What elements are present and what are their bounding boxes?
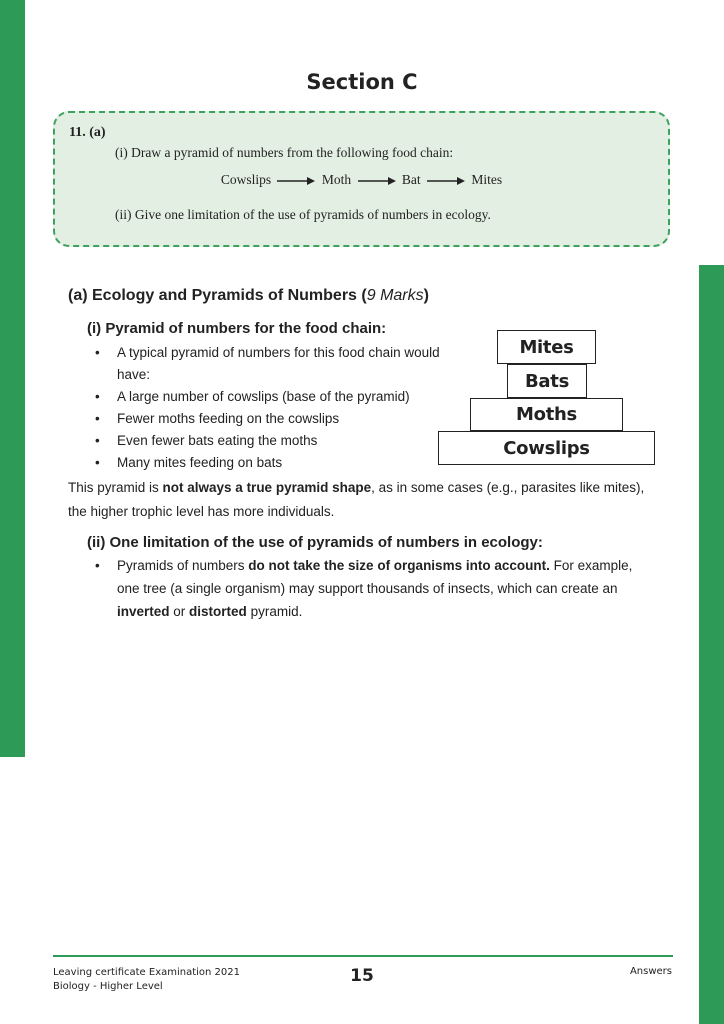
text: For example, one tree (a single organism) may support thousands of insects, which can create an bbox=[117, 558, 633, 596]
text: or bbox=[169, 604, 190, 619]
bullet-list-ii bbox=[95, 554, 645, 623]
question-number: 11. (a) bbox=[69, 125, 106, 140]
section-title: Section C bbox=[306, 70, 418, 94]
page-number: 15 bbox=[350, 966, 374, 986]
bold-text: inverted bbox=[117, 604, 170, 619]
bold-text: distorted bbox=[189, 604, 247, 619]
marks-label: 9 Marks bbox=[366, 287, 424, 304]
answer-heading bbox=[68, 287, 429, 305]
question-part-ii: (ii) Give one limitation of the use of pyramids of numbers in ecology. bbox=[115, 207, 491, 222]
question-part-i: (i) Draw a pyramid of numbers from the following food chain: bbox=[115, 145, 454, 160]
text: Pyramids of numbers bbox=[117, 558, 249, 573]
para-bold: not always a true pyramid shape bbox=[162, 480, 372, 495]
footer-exam-title: Leaving certificate Examination 2021 bbox=[53, 967, 241, 978]
chain-item-moth: Moth bbox=[321, 172, 352, 187]
right-green-bar bbox=[699, 265, 724, 1024]
text: pyramid. bbox=[246, 604, 303, 619]
arrow-icon bbox=[358, 176, 396, 186]
pyramid-note-paragraph bbox=[68, 476, 658, 524]
answer-heading-close: ) bbox=[423, 287, 429, 304]
list-item: • Many mites feeding on bats bbox=[95, 452, 445, 474]
bullet-list-i bbox=[95, 342, 445, 474]
list-item: • Even fewer bats eating the moths bbox=[95, 430, 445, 452]
chain-item-bat: Bat bbox=[401, 172, 421, 187]
list-item: • A large number of cowslips (base of the pyramid) bbox=[95, 386, 445, 408]
list-item: • Fewer moths feeding on the cowslips bbox=[95, 408, 445, 430]
chain-item-cowslips: Cowslips bbox=[220, 172, 272, 187]
pyramid-level-bats: Bats bbox=[507, 364, 587, 398]
para-text: , as in some cases (e.g., parasites like mites), the higher trophic level has more individuals. bbox=[68, 480, 645, 519]
pyramid-level-cowslips: Cowslips bbox=[438, 431, 655, 465]
question-box bbox=[53, 111, 670, 247]
footer-divider bbox=[53, 955, 673, 957]
footer-subject: Biology - Higher Level bbox=[53, 981, 163, 992]
subheading-i: (i) Pyramid of numbers for the food chain: bbox=[87, 320, 387, 337]
bold-text: do not take the size of organisms into account. bbox=[248, 558, 550, 573]
answer-heading-text: (a) Ecology and Pyramids of Numbers ( bbox=[68, 287, 367, 304]
list-item bbox=[95, 554, 645, 623]
subheading-ii: (ii) One limitation of the use of pyramids of numbers in ecology: bbox=[87, 534, 543, 551]
list-item: • A typical pyramid of numbers for this food chain would have: bbox=[95, 342, 445, 386]
para-text: This pyramid is bbox=[68, 480, 163, 495]
pyramid-level-moths: Moths bbox=[470, 398, 623, 431]
chain-item-mites: Mites bbox=[471, 172, 503, 187]
arrow-icon bbox=[427, 176, 465, 186]
food-chain bbox=[55, 172, 668, 188]
footer-right: Answers bbox=[629, 966, 672, 977]
arrow-icon bbox=[277, 176, 315, 186]
pyramid-level-mites: Mites bbox=[497, 330, 596, 364]
left-green-bar bbox=[0, 0, 25, 757]
